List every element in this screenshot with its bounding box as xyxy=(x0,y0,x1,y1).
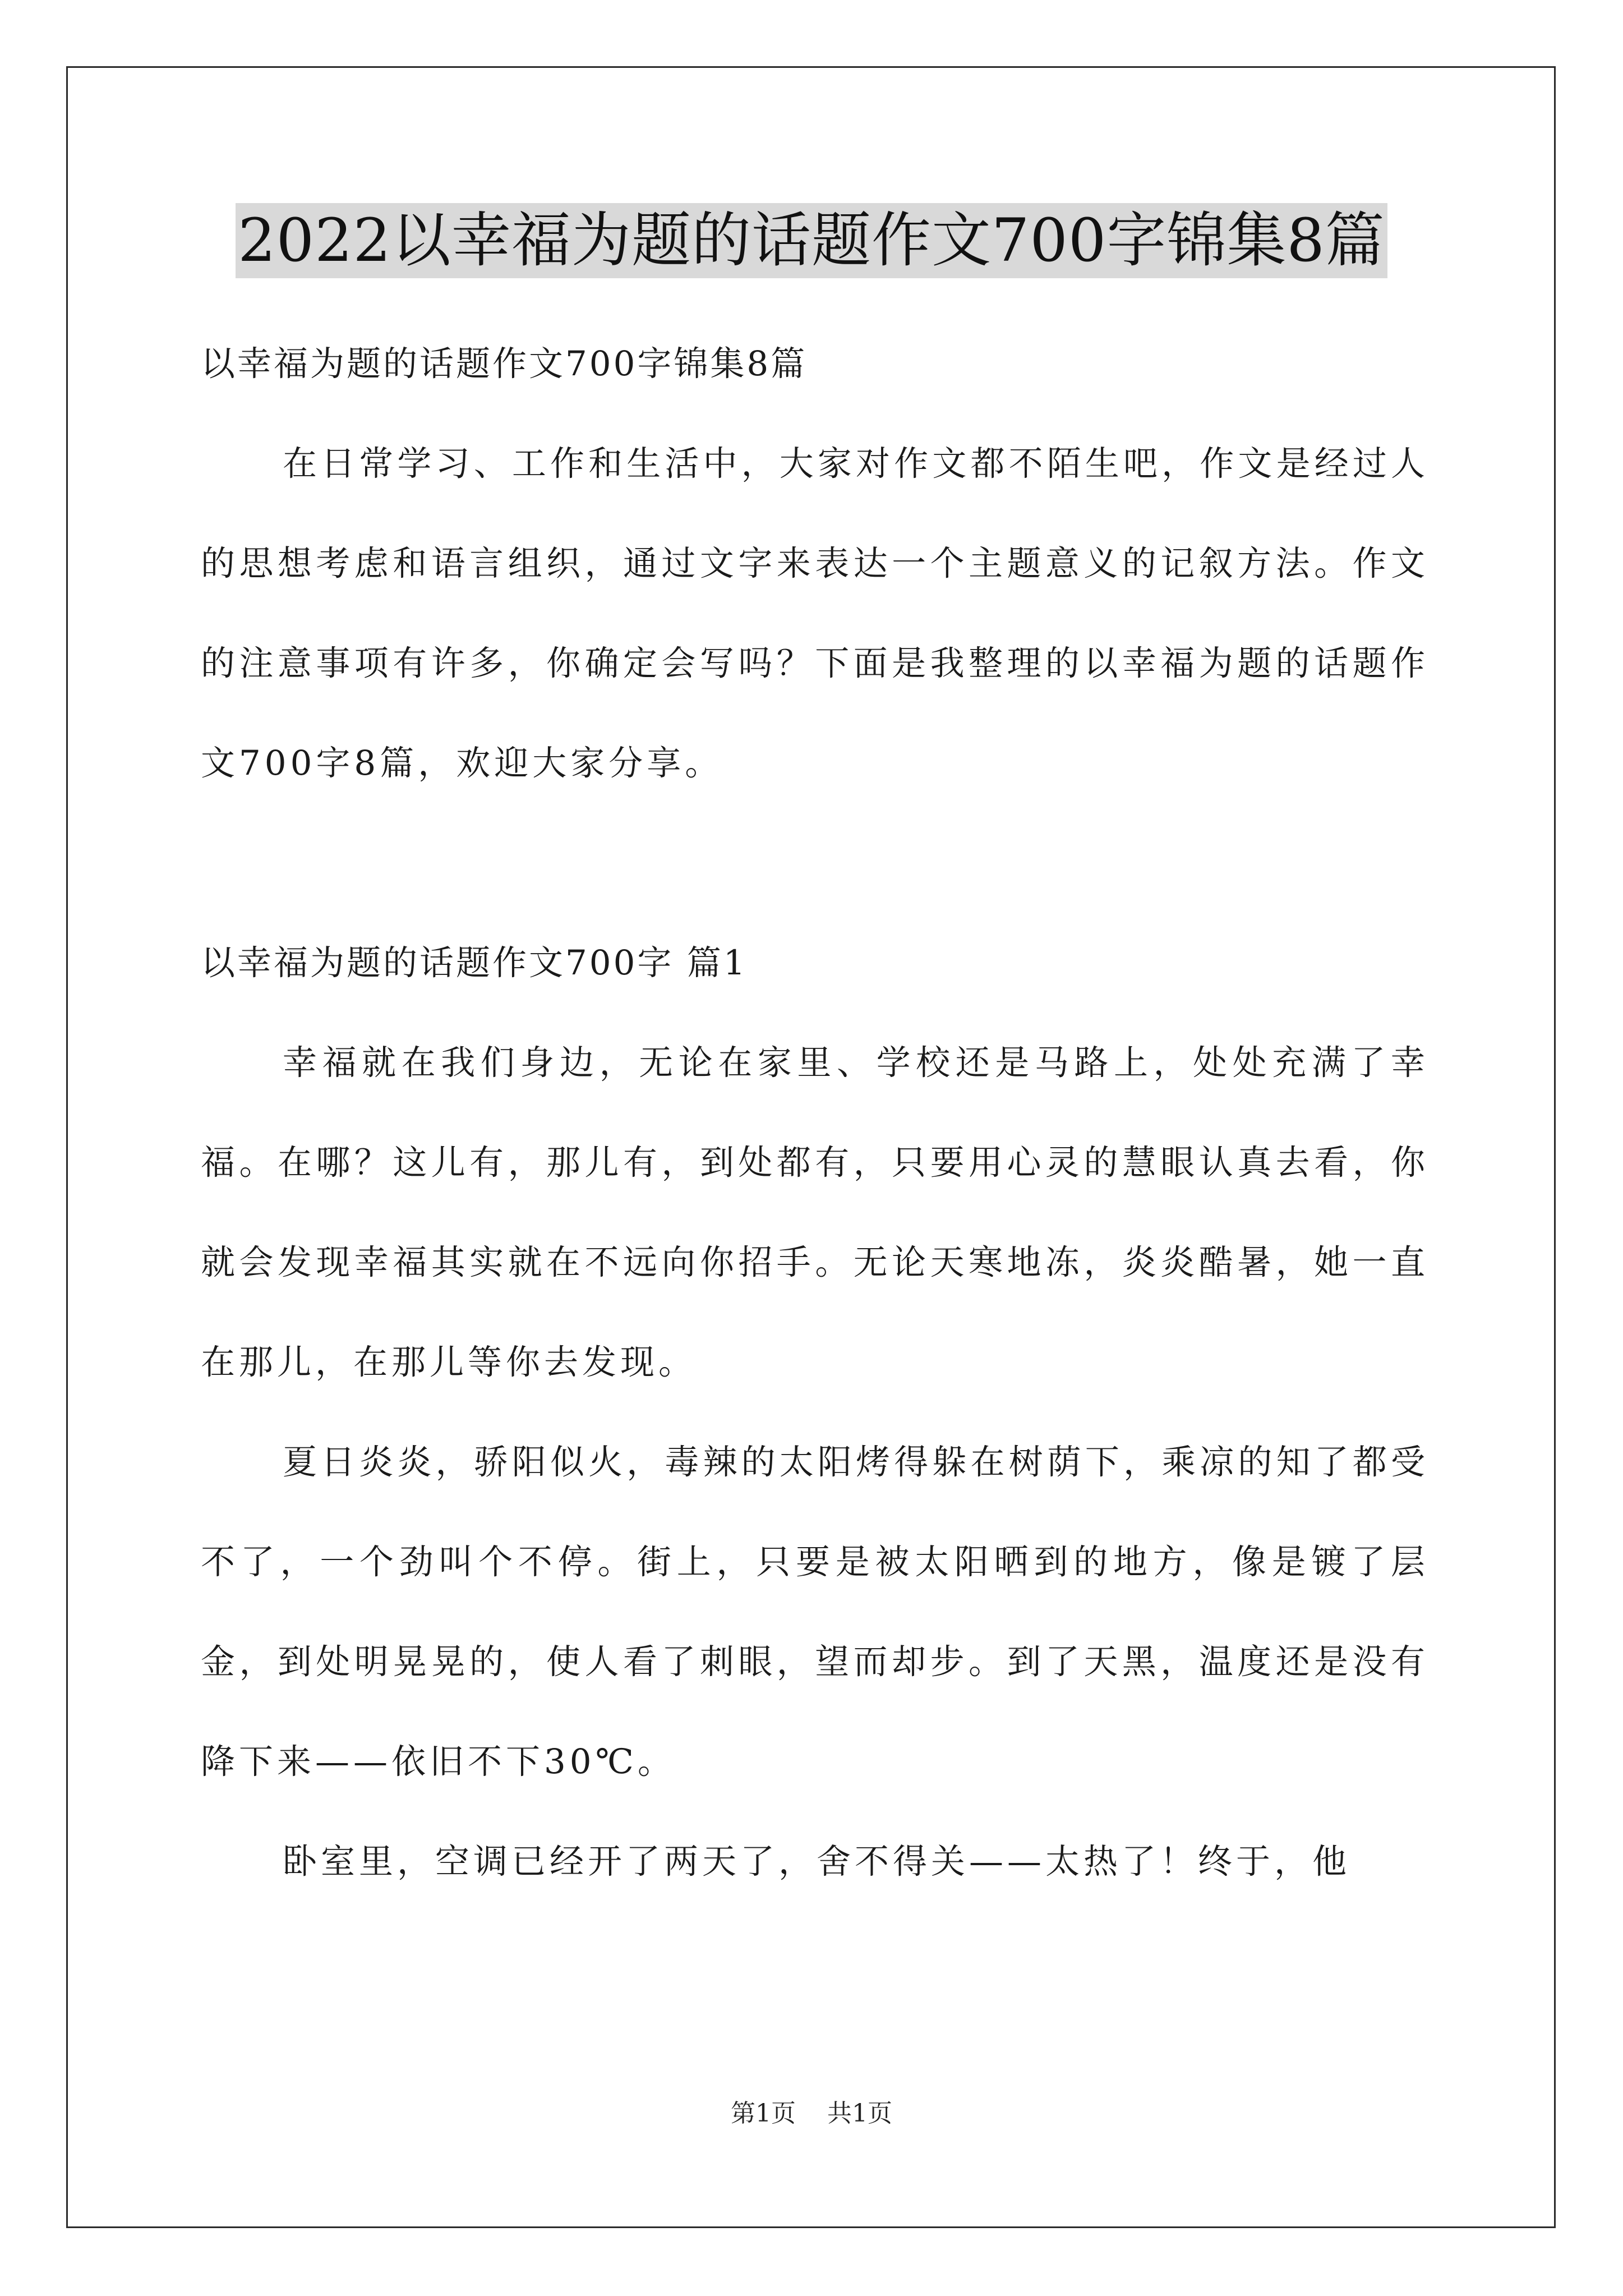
section-heading: 以幸福为题的话题作文700字 篇1 xyxy=(201,943,748,983)
page-footer xyxy=(0,2097,1623,2131)
section-spacer xyxy=(201,813,1429,913)
title-container xyxy=(0,203,1623,278)
document-subtitle: 以幸福为题的话题作文700字锦集8篇 xyxy=(201,344,808,384)
page-number-total: 共1页 xyxy=(827,2099,892,2128)
body-paragraph-2: 夏日炎炎，骄阳似火，毒辣的太阳烤得躲在树荫下，乘凉的知了都受不了，一个劲叫个不停。街上，只要是被太阳晒到的地方，像是镀了层金，到处明晃晃的，使人看了刺眼，望而却步。到了天黑，温度还是没有降下来——依旧不下30℃。 xyxy=(201,1442,1429,1782)
document-title: 2022以幸福为题的话题作文700字锦集8篇 xyxy=(236,203,1387,278)
body-paragraph-1: 幸福就在我们身边，无论在家里、学校还是马路上，处处充满了幸福。在哪？这儿有，那儿有，到处都有，只要用心灵的慧眼认真去看，你就会发现幸福其实就在不远向你招手。无论天寒地冻，炎炎酷暑，她一直在那儿，在那儿等你去发现。 xyxy=(201,1043,1429,1382)
body-paragraph-3: 卧室里，空调已经开了两天了，舍不得关——太热了！终于，他 xyxy=(283,1842,1351,1881)
page-number-current: 第1页 xyxy=(731,2099,796,2128)
document-body xyxy=(201,314,1429,1912)
intro-paragraph: 在日常学习、工作和生活中，大家对作文都不陌生吧，作文是经过人的思想考虑和语言组织，通过文字来表达一个主题意义的记叙方法。作文的注意事项有许多，你确定会写吗？下面是我整理的以幸福为题的话题作文700字8篇，欢迎大家分享。 xyxy=(201,444,1429,783)
